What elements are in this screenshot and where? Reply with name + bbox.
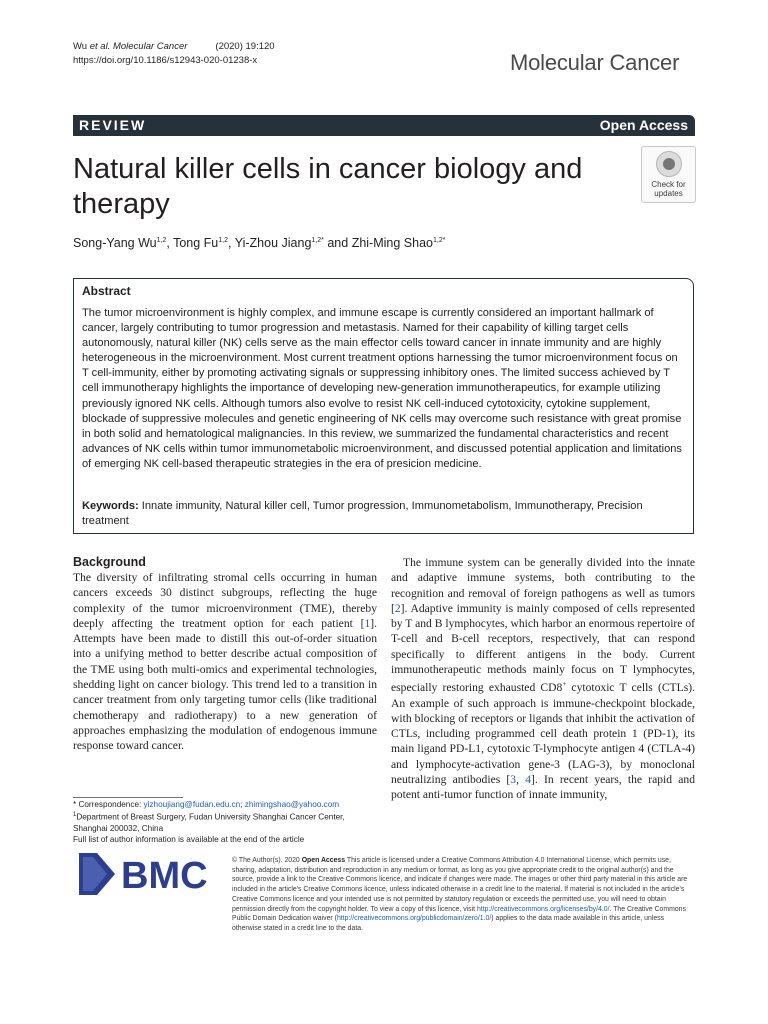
author-info-note: Full list of author information is available at the end of the article xyxy=(73,835,305,845)
citation-etal: et al. xyxy=(89,41,111,52)
email-separator: ; xyxy=(240,800,245,809)
license-link[interactable]: http://creativecommons.org/licenses/by/4.0/ xyxy=(476,905,610,913)
article-title: Natural killer cells in cancer biology and therapy xyxy=(73,153,583,220)
citation-link[interactable]: 3 xyxy=(510,773,517,787)
paragraph-text: The diversity of infiltrating stromal cells occurring in human cancers exceeds 30 distinct subgroups, reflecting the huge complexity of the tumor microenvironment (TME), thereby deeply affecting the treatment option for each patient [ xyxy=(73,571,377,630)
superscript-plus: + xyxy=(562,680,567,689)
affiliation-number: 1 xyxy=(73,812,77,819)
author-list xyxy=(73,236,445,250)
license-link[interactable]: http://creativecommons.org/publicdomain/zero/1.0/ xyxy=(336,915,492,923)
citation-journal: Molecular Cancer xyxy=(110,41,188,52)
correspondence-label: * Correspondence: xyxy=(73,800,144,809)
license-part: © The Author(s). 2020 xyxy=(232,857,302,864)
citation-link[interactable]: 2 xyxy=(394,601,401,615)
author-separator: and xyxy=(323,236,352,250)
bmc-logo-icon xyxy=(79,853,221,895)
email-link[interactable]: zhimingshao@yahoo.com xyxy=(244,800,340,809)
keywords xyxy=(82,499,684,529)
doi-link[interactable]: https://doi.org/10.1186/s12943-020-01238-x xyxy=(73,55,258,66)
keywords-list: Innate immunity, Natural killer cell, Tumor progression, Immunometabolism, Immunotherapy, Precision treatment xyxy=(82,500,643,527)
affiliation-text: Department of Breast Surgery, Fudan University Shanghai Cancer Center, Shanghai 200032, China xyxy=(73,812,345,834)
citation-year-volume: (2020) 19:120 xyxy=(215,41,275,52)
citation-separator: , xyxy=(516,773,526,787)
body-column-right xyxy=(391,555,695,803)
crossmark-icon xyxy=(656,151,682,177)
paragraph-text: ]. In recent years, the rapid and potent anti-tumor function of innate immunity, xyxy=(391,773,696,802)
author-affiliation: 1,2 xyxy=(218,236,228,244)
author-separator: , xyxy=(228,236,235,250)
paragraph-text: ]. Adaptive immunity is mainly composed of cells represented by T and B lymphocytes, which harbor an enormous repertoire of T-cell and B-cell receptors, respectively, that can respond specifically to different antigens in the body. Current immunotherapeutic methods mainly focus on T lymphocytes, especially restoring exhausted CD8 xyxy=(391,601,695,695)
article-type-label: REVIEW xyxy=(79,117,147,133)
correspondence-footnote xyxy=(73,799,373,846)
bmc-logo xyxy=(79,853,221,895)
author-name: Tong Fu xyxy=(173,236,219,250)
section-heading-background: Background xyxy=(73,555,146,569)
author-affiliation: 1,2 xyxy=(156,236,167,244)
author-affiliation: 1,2* xyxy=(311,236,324,244)
check-for-updates-text: Check for updates xyxy=(651,180,686,198)
license-part: ) applies to the data made available in this article, unless otherwise stated in a credit line to the data. xyxy=(232,915,665,932)
body-paragraph xyxy=(391,555,695,803)
citation-link[interactable]: 1 xyxy=(364,616,371,630)
license-open-access: Open Access xyxy=(301,857,346,864)
citation-header xyxy=(73,40,393,68)
bmc-logo-text: BMC xyxy=(121,855,208,895)
footnote-divider xyxy=(73,797,183,798)
body-column-left xyxy=(73,555,377,754)
author-name: Yi-Zhou Jiang xyxy=(234,236,312,250)
author-separator: , xyxy=(166,236,174,250)
author-name: Zhi-Ming Shao xyxy=(351,236,433,250)
journal-name: Molecular Cancer xyxy=(510,50,680,75)
license-text xyxy=(232,856,694,934)
paragraph-text: ]. Attempts have been made to distill this out-of-order situation into a unifying method to better describe actual composition of the TME using both multi-omics and experimental technologies, shedding light on cancer biology. This trend led to a transition in cancer treatment from only targeting tumor cells (like traditional chemotherapy and radiotherapy) to a new generation of approaches emphasizing the modulation of endogenous immune response toward cancer. xyxy=(73,616,377,753)
author-name: Song-Yang Wu xyxy=(73,236,157,250)
author-affiliation: 1,2* xyxy=(432,236,446,244)
paragraph-text: cytotoxic T cells (CTLs). An example of such approach is immune-checkpoint blockade, with blocking of receptors or ligands that inhibit the activation of CTLs, including programmed cell death protein 1 (PD-1), its main ligand PD-L1, cytotoxic T-lymphocyte antigen 4 (CTLA-4) and lymphocyte-activation gene-3 (LAG-3), by monoclonal neutralizing antibodies [ xyxy=(391,681,695,787)
check-for-updates-badge[interactable] xyxy=(641,146,696,203)
citation-link[interactable]: 4 xyxy=(525,773,531,787)
license-part: . The Creative Commons Public Domain Dedication waiver ( xyxy=(232,905,686,923)
open-access-label: Open Access xyxy=(599,117,688,133)
paragraph-text: The immune system can be generally divided into the innate and adaptive immune systems, both contributing to the recognition and removal of foreign pathogens as well as tumors [ xyxy=(391,556,695,615)
keywords-label: Keywords: xyxy=(82,500,139,512)
abstract-text: The tumor microenvironment is highly complex, and immune escape is currently considered an important hallmark of cancer, largely contributing to tumor progression and metastasis. Named for their capability of killing target cells autonomously, natural killer (NK) cells serve as the main effector cells toward cancer in innate immunity and are highly heterogeneous in the microenvironment. Most current treatment options harnessing the tumor microenvironment focus on T cell-immunity, either by promoting activating signals or suppressing inhibitory ones. The limited success achieved by T cell immunotherapy highlights the importance of developing new-generation immunotherapeutics, for example utilizing previously ignored NK cells. Although tumors also evolve to resist NK cell-induced cytotoxicity, cytokine supplement, blockade of suppressive molecules and genetic engineering of NK cells may overcome such resistance with great promise in both solid and hematological malignancies. In this review, we summarized the fundamental characteristics and recent advances of NK cells within tumor immunometabolic microenvironment, and discussed potential application and limitations of emerging NK cell-based therapeutic strategies in the era of presicion medicine. xyxy=(82,307,682,470)
abstract-heading: Abstract xyxy=(82,284,131,298)
citation-authors: Wu xyxy=(73,41,90,52)
body-paragraph xyxy=(73,570,377,754)
license-part: This article is licensed under a Creative Commons Attribution 4.0 International License, which permits use, sharing, adaptation, distribution and reproduction in any medium or format, as long as you give appropriate credit to the original author(s) and the source, provide a link to the Creative Commons licence, and indicate if changes were made. The images or other third party material in this article are included in the article's Creative Commons licence, unless indicated otherwise in a credit line to the material. If material is not included in the article's Creative Commons licence and your intended use is not permitted by statutory regulation or exceeds the permitted use, you will need to obtain permission directly from the copyright holder. To view a copy of this licence, visit xyxy=(232,857,688,913)
email-link[interactable]: yizhoujiang@fudan.edu.cn xyxy=(143,800,241,809)
